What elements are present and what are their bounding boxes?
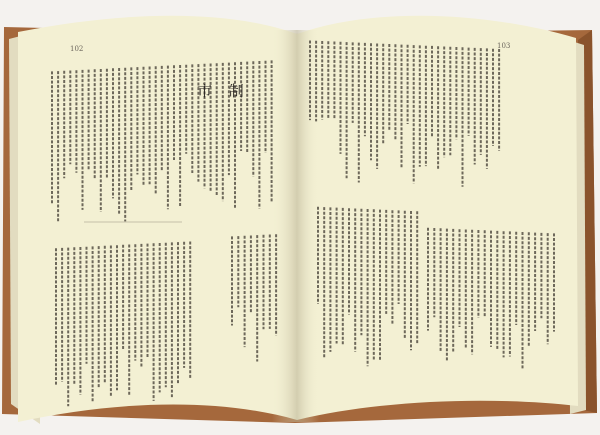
section-heading: 市 制 xyxy=(197,82,250,100)
gutter-shadow-left xyxy=(272,30,297,422)
left-page-number: 102 xyxy=(70,45,84,53)
left-page xyxy=(18,16,297,422)
right-page-number: 103 xyxy=(497,42,511,50)
